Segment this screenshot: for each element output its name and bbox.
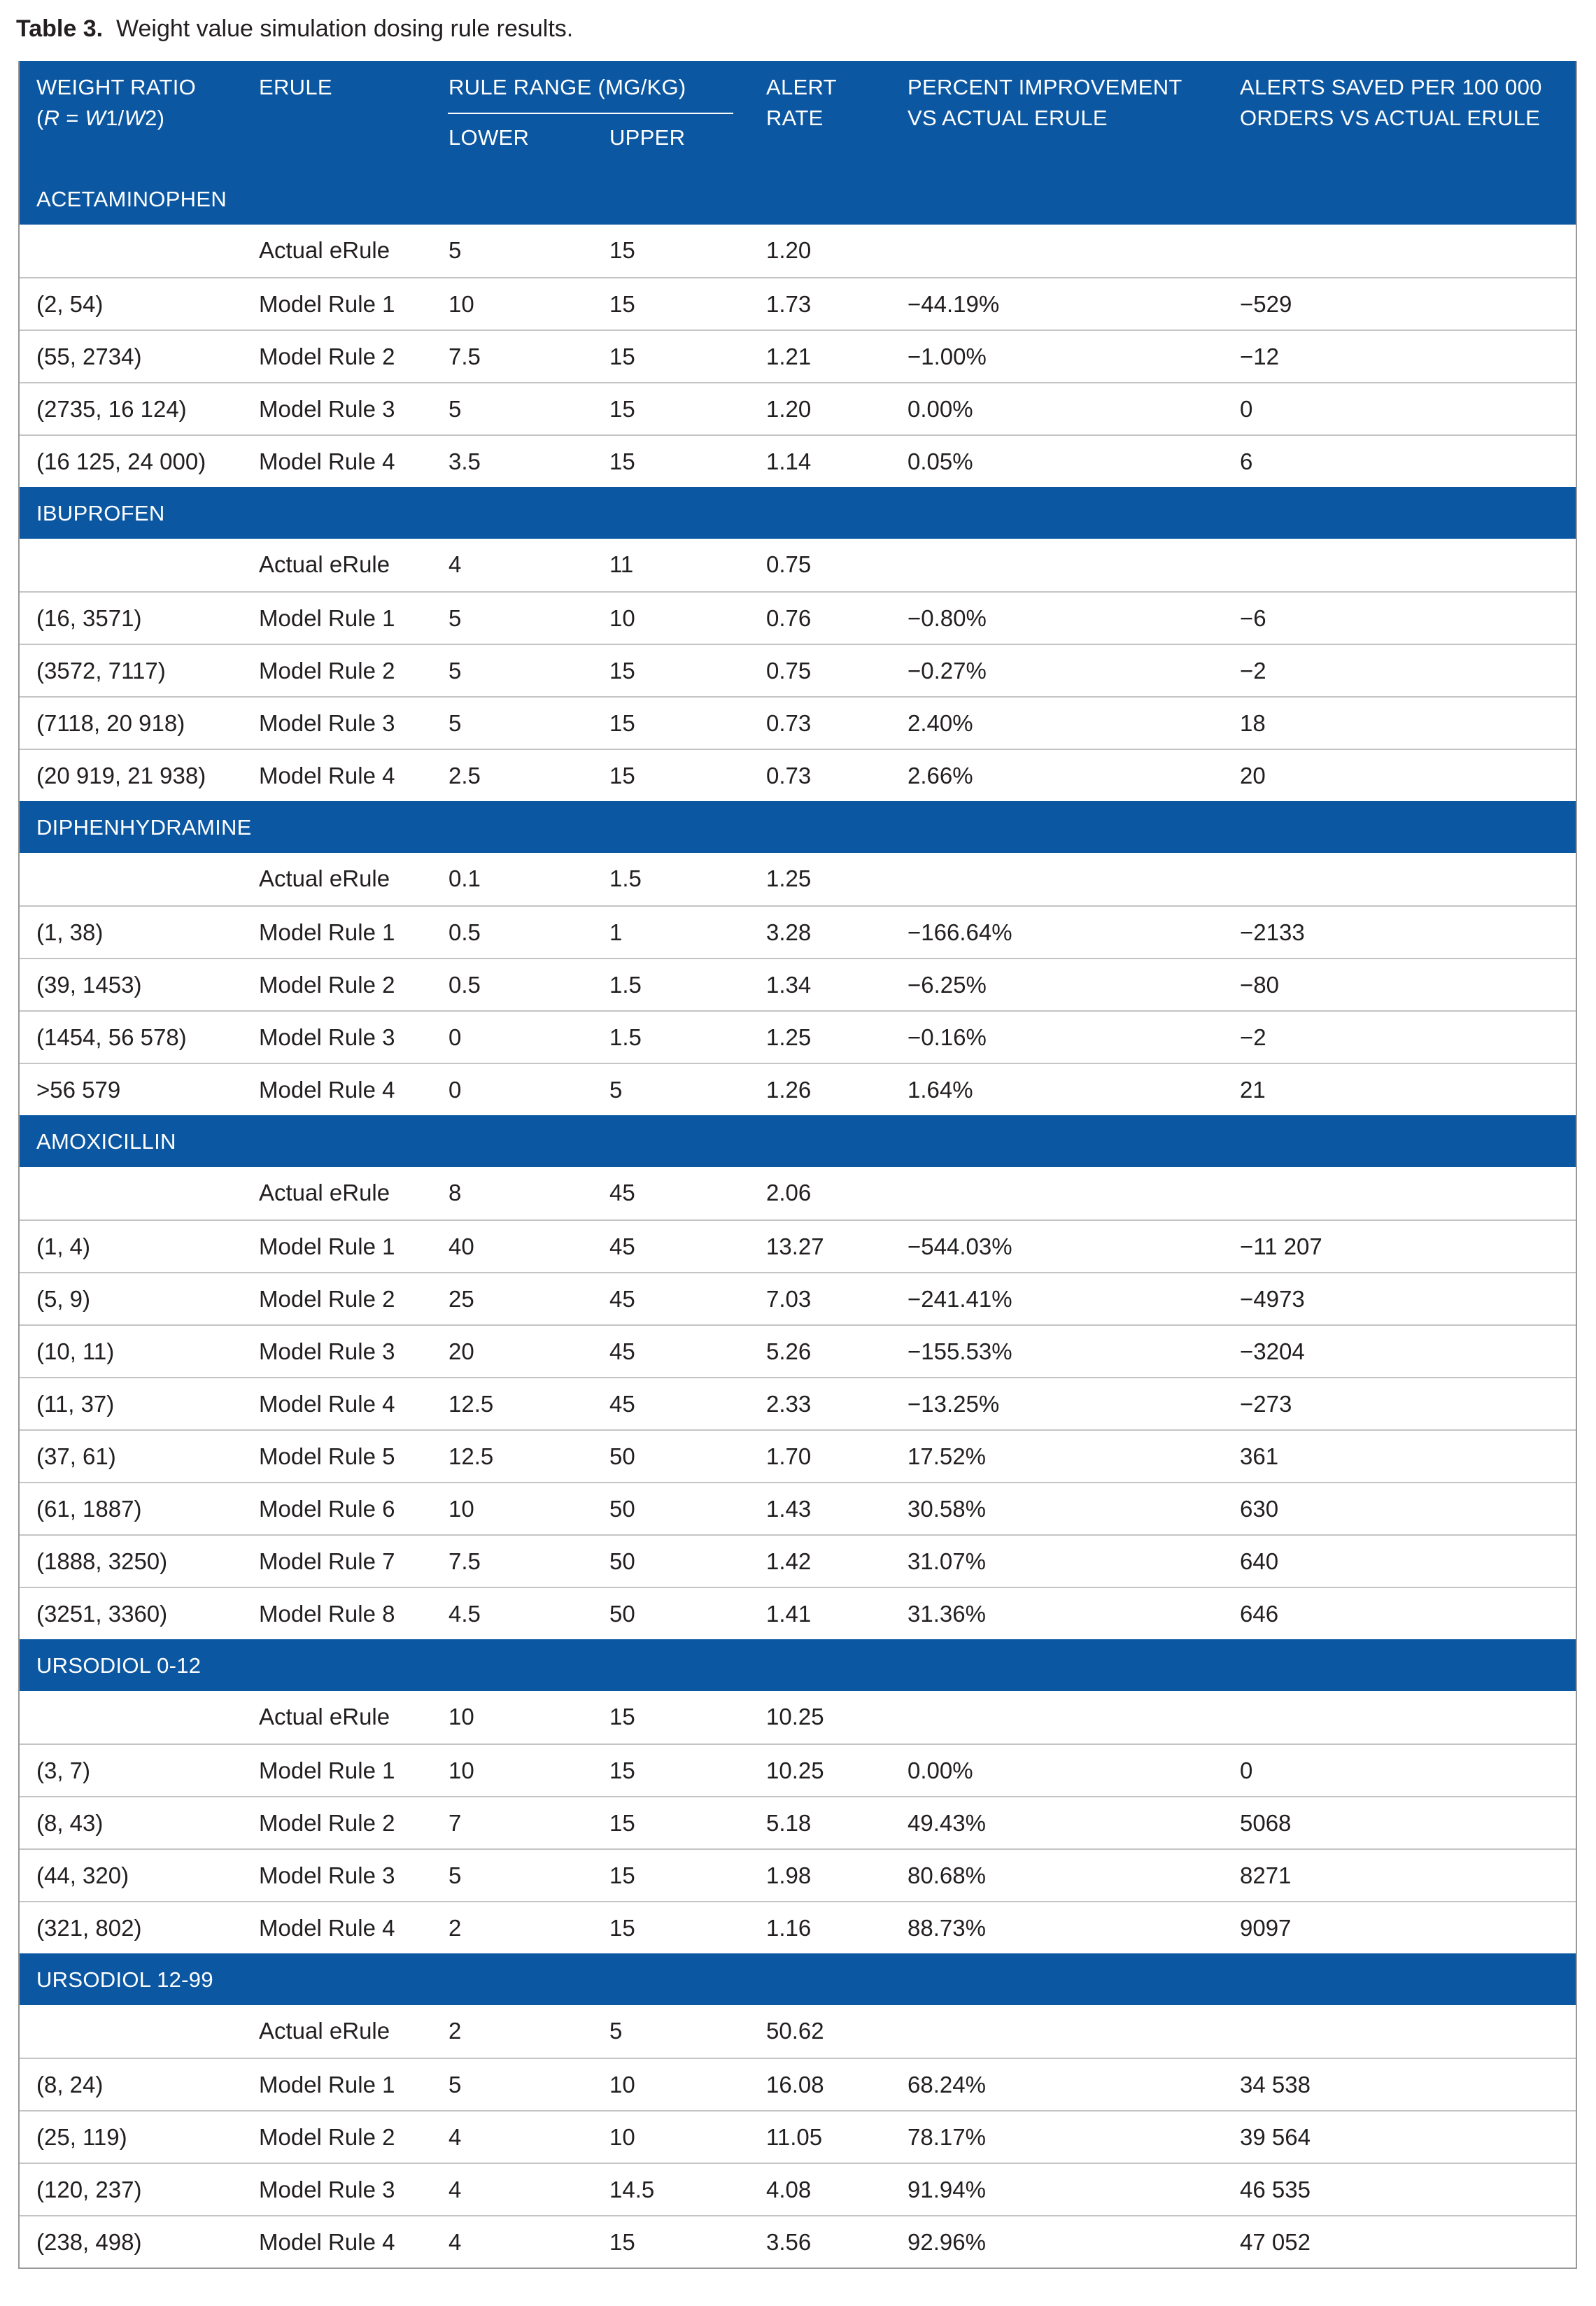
erule-cell: Model Rule 3 bbox=[259, 1338, 395, 1364]
alerts-saved-cell: 18 bbox=[1240, 710, 1266, 736]
section-title: ACETAMINOPHEN bbox=[36, 187, 227, 211]
weight-ratio-cell: (2, 54) bbox=[36, 291, 104, 317]
alerts-saved-cell: −6 bbox=[1240, 605, 1266, 631]
weight-ratio-cell: (16, 3571) bbox=[36, 605, 142, 631]
lower-cell: 20 bbox=[449, 1338, 474, 1364]
percent-improvement-cell: 2.40% bbox=[908, 710, 973, 736]
percent-improvement-cell: −241.41% bbox=[908, 1286, 1012, 1312]
lower-cell: 0.5 bbox=[449, 972, 481, 998]
upper-cell: 15 bbox=[609, 658, 635, 684]
erule-cell: Model Rule 3 bbox=[259, 2177, 395, 2202]
percent-improvement-cell: −44.19% bbox=[908, 291, 1000, 317]
table-row bbox=[20, 1482, 1576, 1534]
table-row bbox=[20, 434, 1576, 487]
section-header bbox=[20, 1115, 1576, 1167]
lower-cell: 4 bbox=[449, 2124, 462, 2150]
alerts-saved-cell: −2 bbox=[1240, 658, 1266, 684]
table-caption bbox=[16, 11, 573, 46]
upper-cell: 15 bbox=[609, 1704, 635, 1730]
percent-improvement-cell: −166.64% bbox=[908, 919, 1012, 945]
erule-cell: Model Rule 4 bbox=[259, 1915, 395, 1941]
alerts-saved-cell: 20 bbox=[1240, 763, 1266, 788]
weight-ratio-cell: (8, 43) bbox=[36, 1810, 104, 1836]
percent-improvement-cell: 49.43% bbox=[908, 1810, 986, 1836]
table-row bbox=[20, 958, 1576, 1010]
upper-cell: 15 bbox=[609, 710, 635, 736]
erule-cell: Model Rule 3 bbox=[259, 1862, 395, 1888]
erule-cell: Model Rule 1 bbox=[259, 1757, 395, 1783]
alerts-saved-cell: 21 bbox=[1240, 1077, 1266, 1103]
erule-cell: Model Rule 1 bbox=[259, 605, 395, 631]
erule-cell: Model Rule 1 bbox=[259, 919, 395, 945]
alert-rate-cell: 2.33 bbox=[766, 1391, 812, 1417]
lower-cell: 7 bbox=[449, 1810, 462, 1836]
lower-cell: 5 bbox=[449, 237, 462, 263]
upper-cell: 5 bbox=[609, 2018, 623, 2044]
alert-rate-cell: 7.03 bbox=[766, 1286, 812, 1312]
erule-cell: Actual eRule bbox=[259, 1180, 390, 1205]
upper-cell: 1.5 bbox=[609, 972, 642, 998]
upper-cell: 15 bbox=[609, 1810, 635, 1836]
alert-rate-cell: 10.25 bbox=[766, 1704, 824, 1730]
alert-rate-cell: 1.34 bbox=[766, 972, 812, 998]
upper-cell: 15 bbox=[609, 763, 635, 788]
table-row bbox=[20, 1063, 1576, 1115]
erule-cell: Actual eRule bbox=[259, 1704, 390, 1730]
alert-rate-cell: 16.08 bbox=[766, 2072, 824, 2098]
header-percent-improvement bbox=[908, 72, 1182, 134]
upper-cell: 15 bbox=[609, 448, 635, 474]
weight-ratio-cell: (3251, 3360) bbox=[36, 1601, 168, 1627]
upper-cell: 11 bbox=[609, 551, 634, 577]
table-row bbox=[20, 2110, 1576, 2163]
dosing-results-table bbox=[18, 61, 1577, 2269]
alert-rate-cell: 1.42 bbox=[766, 1548, 812, 1574]
percent-improvement-cell: 91.94% bbox=[908, 2177, 986, 2202]
alerts-saved-cell: −2 bbox=[1240, 1024, 1266, 1050]
erule-cell: Model Rule 2 bbox=[259, 972, 395, 998]
table-row bbox=[20, 539, 1576, 591]
table-row bbox=[20, 591, 1576, 644]
erule-cell: Model Rule 4 bbox=[259, 763, 395, 788]
upper-cell: 15 bbox=[609, 344, 635, 369]
erule-cell: Actual eRule bbox=[259, 551, 390, 577]
lower-cell: 5 bbox=[449, 658, 462, 684]
percent-improvement-cell: −0.16% bbox=[908, 1024, 987, 1050]
lower-cell: 7.5 bbox=[449, 344, 481, 369]
upper-cell: 15 bbox=[609, 1862, 635, 1888]
lower-cell: 7.5 bbox=[449, 1548, 481, 1574]
alert-rate-cell: 4.08 bbox=[766, 2177, 812, 2202]
lower-cell: 2.5 bbox=[449, 763, 481, 788]
lower-cell: 0 bbox=[449, 1077, 462, 1103]
percent-improvement-cell: −544.03% bbox=[908, 1233, 1012, 1259]
lower-cell: 10 bbox=[449, 291, 474, 317]
alerts-saved-cell: 0 bbox=[1240, 396, 1253, 422]
alert-rate-cell: 1.98 bbox=[766, 1862, 812, 1888]
percent-improvement-cell: 0.00% bbox=[908, 1757, 973, 1783]
lower-cell: 0 bbox=[449, 1024, 462, 1050]
lower-cell: 5 bbox=[449, 1862, 462, 1888]
percent-improvement-cell: 68.24% bbox=[908, 2072, 986, 2098]
header-rule-range-divider bbox=[448, 113, 733, 114]
erule-cell: Model Rule 1 bbox=[259, 2072, 395, 2098]
alerts-saved-cell: −273 bbox=[1240, 1391, 1292, 1417]
table-row bbox=[20, 749, 1576, 801]
alert-rate-cell: 1.43 bbox=[766, 1496, 812, 1522]
section-header bbox=[20, 801, 1576, 853]
header-weight-ratio-formula: (R = W1/W2) bbox=[36, 106, 165, 130]
alerts-saved-cell: −11 207 bbox=[1240, 1233, 1322, 1259]
lower-cell: 10 bbox=[449, 1496, 474, 1522]
weight-ratio-cell: (2735, 16 124) bbox=[36, 396, 187, 422]
header-rule-range: RULE RANGE (MG/KG) bbox=[449, 75, 686, 99]
table-row bbox=[20, 277, 1576, 330]
alerts-saved-cell: 39 564 bbox=[1240, 2124, 1311, 2150]
alert-rate-cell: 13.27 bbox=[766, 1233, 824, 1259]
alert-rate-cell: 1.16 bbox=[766, 1915, 812, 1941]
alerts-saved-cell: 640 bbox=[1240, 1548, 1279, 1574]
weight-ratio-cell: (1888, 3250) bbox=[36, 1548, 168, 1574]
alert-rate-cell: 1.73 bbox=[766, 291, 812, 317]
table-row bbox=[20, 2215, 1576, 2268]
lower-cell: 3.5 bbox=[449, 448, 481, 474]
section-title: AMOXICILLIN bbox=[36, 1129, 176, 1154]
alert-rate-cell: 1.14 bbox=[766, 448, 812, 474]
section-header bbox=[20, 1953, 1576, 2005]
alert-rate-cell: 3.56 bbox=[766, 2229, 812, 2255]
upper-cell: 50 bbox=[609, 1601, 635, 1627]
weight-ratio-cell: (37, 61) bbox=[36, 1443, 116, 1469]
upper-cell: 1 bbox=[609, 919, 623, 945]
upper-cell: 45 bbox=[609, 1391, 635, 1417]
upper-cell: 1.5 bbox=[609, 1024, 642, 1050]
alerts-saved-cell: 0 bbox=[1240, 1757, 1253, 1783]
weight-ratio-cell: (20 919, 21 938) bbox=[36, 763, 206, 788]
weight-ratio-cell: (25, 119) bbox=[36, 2124, 127, 2150]
lower-cell: 12.5 bbox=[449, 1391, 494, 1417]
erule-cell: Model Rule 2 bbox=[259, 1286, 395, 1312]
table-row bbox=[20, 1377, 1576, 1429]
alert-rate-cell: 3.28 bbox=[766, 919, 812, 945]
table-caption-label: Table 3. bbox=[16, 15, 104, 42]
table-row bbox=[20, 1848, 1576, 1901]
weight-ratio-cell: (61, 1887) bbox=[36, 1496, 142, 1522]
table-row bbox=[20, 644, 1576, 696]
erule-cell: Model Rule 5 bbox=[259, 1443, 395, 1469]
header-weight-ratio bbox=[36, 72, 196, 134]
alerts-saved-cell: −4973 bbox=[1240, 1286, 1305, 1312]
weight-ratio-cell: (39, 1453) bbox=[36, 972, 142, 998]
section-title: IBUPROFEN bbox=[36, 501, 165, 525]
alerts-saved-cell: 47 052 bbox=[1240, 2229, 1311, 2255]
lower-cell: 12.5 bbox=[449, 1443, 494, 1469]
table-body bbox=[20, 173, 1576, 2268]
percent-improvement-cell: 17.52% bbox=[908, 1443, 986, 1469]
table-row bbox=[20, 2005, 1576, 2058]
table-row bbox=[20, 905, 1576, 958]
percent-improvement-cell: 30.58% bbox=[908, 1496, 986, 1522]
weight-ratio-cell: (321, 802) bbox=[36, 1915, 142, 1941]
erule-cell: Model Rule 7 bbox=[259, 1548, 395, 1574]
erule-cell: Model Rule 4 bbox=[259, 448, 395, 474]
table-row bbox=[20, 2058, 1576, 2110]
alert-rate-cell: 1.21 bbox=[766, 344, 812, 369]
upper-cell: 10 bbox=[609, 2124, 635, 2150]
alerts-saved-cell: −529 bbox=[1240, 291, 1292, 317]
lower-cell: 0.5 bbox=[449, 919, 481, 945]
upper-cell: 45 bbox=[609, 1286, 635, 1312]
alert-rate-cell: 50.62 bbox=[766, 2018, 824, 2044]
erule-cell: Model Rule 2 bbox=[259, 1810, 395, 1836]
lower-cell: 10 bbox=[449, 1704, 474, 1730]
alert-rate-cell: 1.25 bbox=[766, 865, 812, 891]
header-alerts-saved bbox=[1240, 72, 1542, 134]
table-header bbox=[20, 61, 1576, 173]
table-row bbox=[20, 1534, 1576, 1587]
upper-cell: 45 bbox=[609, 1338, 635, 1364]
alerts-saved-cell: −12 bbox=[1240, 344, 1279, 369]
header-alerts-saved-line1: ALERTS SAVED PER 100 000 bbox=[1240, 75, 1542, 99]
erule-cell: Model Rule 1 bbox=[259, 1233, 395, 1259]
alert-rate-cell: 0.73 bbox=[766, 710, 812, 736]
erule-cell: Model Rule 6 bbox=[259, 1496, 395, 1522]
alert-rate-cell: 10.25 bbox=[766, 1757, 824, 1783]
table-row bbox=[20, 1010, 1576, 1063]
erule-cell: Model Rule 8 bbox=[259, 1601, 395, 1627]
percent-improvement-cell: −6.25% bbox=[908, 972, 987, 998]
table-row bbox=[20, 696, 1576, 749]
percent-improvement-cell: 78.17% bbox=[908, 2124, 986, 2150]
alerts-saved-cell: −2133 bbox=[1240, 919, 1305, 945]
weight-ratio-cell: (3572, 7117) bbox=[36, 658, 166, 684]
upper-cell: 15 bbox=[609, 1757, 635, 1783]
erule-cell: Model Rule 3 bbox=[259, 710, 395, 736]
lower-cell: 4 bbox=[449, 2229, 462, 2255]
table-row bbox=[20, 853, 1576, 905]
section-title: DIPHENHYDRAMINE bbox=[36, 815, 252, 840]
alerts-saved-cell: 630 bbox=[1240, 1496, 1279, 1522]
alert-rate-cell: 1.20 bbox=[766, 396, 812, 422]
lower-cell: 10 bbox=[449, 1757, 474, 1783]
erule-cell: Model Rule 2 bbox=[259, 2124, 395, 2150]
erule-cell: Model Rule 2 bbox=[259, 658, 395, 684]
weight-ratio-cell: (1454, 56 578) bbox=[36, 1024, 187, 1050]
section-title: URSODIOL 0-12 bbox=[36, 1653, 202, 1678]
percent-improvement-cell: −1.00% bbox=[908, 344, 987, 369]
alert-rate-cell: 2.06 bbox=[766, 1180, 812, 1205]
table-row bbox=[20, 1743, 1576, 1796]
table-row bbox=[20, 1324, 1576, 1377]
percent-improvement-cell: 2.66% bbox=[908, 763, 973, 788]
header-lower: LOWER bbox=[449, 125, 530, 150]
lower-cell: 5 bbox=[449, 2072, 462, 2098]
weight-ratio-cell: (1, 38) bbox=[36, 919, 104, 945]
upper-cell: 15 bbox=[609, 396, 635, 422]
percent-improvement-cell: 31.07% bbox=[908, 1548, 986, 1574]
upper-cell: 45 bbox=[609, 1180, 635, 1205]
weight-ratio-cell: (10, 11) bbox=[36, 1338, 115, 1364]
percent-improvement-cell: 80.68% bbox=[908, 1862, 986, 1888]
section-header bbox=[20, 173, 1576, 225]
erule-cell: Actual eRule bbox=[259, 2018, 390, 2044]
alerts-saved-cell: 5068 bbox=[1240, 1810, 1292, 1836]
lower-cell: 4 bbox=[449, 551, 462, 577]
table-row bbox=[20, 2163, 1576, 2215]
percent-improvement-cell: −0.80% bbox=[908, 605, 987, 631]
weight-ratio-cell: (8, 24) bbox=[36, 2072, 104, 2098]
lower-cell: 4.5 bbox=[449, 1601, 481, 1627]
percent-improvement-cell: −155.53% bbox=[908, 1338, 1012, 1364]
alerts-saved-cell: 46 535 bbox=[1240, 2177, 1311, 2202]
alert-rate-cell: 0.76 bbox=[766, 605, 812, 631]
table-row bbox=[20, 1219, 1576, 1272]
header-upper: UPPER bbox=[609, 125, 686, 150]
lower-cell: 0.1 bbox=[449, 865, 481, 891]
weight-ratio-cell: (120, 237) bbox=[36, 2177, 142, 2202]
alert-rate-cell: 5.18 bbox=[766, 1810, 812, 1836]
upper-cell: 5 bbox=[609, 1077, 623, 1103]
percent-improvement-cell: −0.27% bbox=[908, 658, 987, 684]
table-row bbox=[20, 1272, 1576, 1324]
header-alert-rate-line1: ALERT bbox=[766, 75, 837, 99]
table-row bbox=[20, 1901, 1576, 1953]
weight-ratio-cell: (3, 7) bbox=[36, 1757, 91, 1783]
lower-cell: 2 bbox=[449, 2018, 462, 2044]
lower-cell: 8 bbox=[449, 1180, 462, 1205]
alerts-saved-cell: 9097 bbox=[1240, 1915, 1292, 1941]
weight-ratio-cell: >56 579 bbox=[36, 1077, 121, 1103]
header-alert-rate-line2: RATE bbox=[766, 106, 824, 130]
alert-rate-cell: 5.26 bbox=[766, 1338, 812, 1364]
lower-cell: 5 bbox=[449, 710, 462, 736]
erule-cell: Model Rule 1 bbox=[259, 291, 395, 317]
weight-ratio-cell: (44, 320) bbox=[36, 1862, 129, 1888]
alert-rate-cell: 0.75 bbox=[766, 551, 812, 577]
table-row bbox=[20, 1167, 1576, 1219]
upper-cell: 50 bbox=[609, 1496, 635, 1522]
alerts-saved-cell: 34 538 bbox=[1240, 2072, 1311, 2098]
table-row bbox=[20, 1587, 1576, 1639]
upper-cell: 15 bbox=[609, 2229, 635, 2255]
alerts-saved-cell: 646 bbox=[1240, 1601, 1279, 1627]
header-erule: ERULE bbox=[259, 75, 332, 99]
alert-rate-cell: 1.26 bbox=[766, 1077, 812, 1103]
percent-improvement-cell: 88.73% bbox=[908, 1915, 986, 1941]
table-caption-text: Weight value simulation dosing rule results. bbox=[116, 15, 574, 42]
table-row bbox=[20, 1796, 1576, 1848]
section-header bbox=[20, 487, 1576, 539]
alerts-saved-cell: 8271 bbox=[1240, 1862, 1292, 1888]
upper-cell: 50 bbox=[609, 1548, 635, 1574]
lower-cell: 5 bbox=[449, 605, 462, 631]
header-percent-improvement-line1: PERCENT IMPROVEMENT bbox=[908, 75, 1182, 99]
header-weight-ratio-line1: WEIGHT RATIO bbox=[36, 75, 197, 99]
percent-improvement-cell: 0.05% bbox=[908, 448, 973, 474]
upper-cell: 45 bbox=[609, 1233, 635, 1259]
header-alert-rate bbox=[766, 72, 837, 134]
alerts-saved-cell: −80 bbox=[1240, 972, 1279, 998]
alert-rate-cell: 1.70 bbox=[766, 1443, 812, 1469]
weight-ratio-cell: (11, 37) bbox=[36, 1391, 115, 1417]
table-row bbox=[20, 382, 1576, 434]
erule-cell: Model Rule 2 bbox=[259, 344, 395, 369]
section-header bbox=[20, 1639, 1576, 1691]
upper-cell: 15 bbox=[609, 291, 635, 317]
header-percent-improvement-line2: VS ACTUAL ERULE bbox=[908, 106, 1108, 130]
alert-rate-cell: 0.75 bbox=[766, 658, 812, 684]
lower-cell: 40 bbox=[449, 1233, 474, 1259]
upper-cell: 14.5 bbox=[609, 2177, 655, 2202]
alert-rate-cell: 1.41 bbox=[766, 1601, 812, 1627]
erule-cell: Model Rule 3 bbox=[259, 396, 395, 422]
percent-improvement-cell: 1.64% bbox=[908, 1077, 973, 1103]
erule-cell: Actual eRule bbox=[259, 237, 390, 263]
weight-ratio-cell: (7118, 20 918) bbox=[36, 710, 185, 736]
header-alerts-saved-line2: ORDERS VS ACTUAL ERULE bbox=[1240, 106, 1541, 130]
weight-ratio-cell: (55, 2734) bbox=[36, 344, 142, 369]
table-row bbox=[20, 225, 1576, 277]
weight-ratio-cell: (238, 498) bbox=[36, 2229, 142, 2255]
table-row bbox=[20, 1429, 1576, 1482]
weight-ratio-cell: (5, 9) bbox=[36, 1286, 91, 1312]
erule-cell: Model Rule 4 bbox=[259, 1391, 395, 1417]
alerts-saved-cell: 361 bbox=[1240, 1443, 1279, 1469]
section-title: URSODIOL 12-99 bbox=[36, 1967, 213, 1992]
weight-ratio-cell: (16 125, 24 000) bbox=[36, 448, 206, 474]
percent-improvement-cell: 92.96% bbox=[908, 2229, 986, 2255]
lower-cell: 5 bbox=[449, 396, 462, 422]
alerts-saved-cell: 6 bbox=[1240, 448, 1253, 474]
weight-ratio-cell: (1, 4) bbox=[36, 1233, 91, 1259]
alerts-saved-cell: −3204 bbox=[1240, 1338, 1305, 1364]
upper-cell: 10 bbox=[609, 605, 635, 631]
table-row bbox=[20, 330, 1576, 382]
percent-improvement-cell: −13.25% bbox=[908, 1391, 1000, 1417]
erule-cell: Model Rule 4 bbox=[259, 2229, 395, 2255]
lower-cell: 25 bbox=[449, 1286, 474, 1312]
erule-cell: Actual eRule bbox=[259, 865, 390, 891]
upper-cell: 10 bbox=[609, 2072, 635, 2098]
erule-cell: Model Rule 4 bbox=[259, 1077, 395, 1103]
percent-improvement-cell: 31.36% bbox=[908, 1601, 986, 1627]
alert-rate-cell: 1.20 bbox=[766, 237, 812, 263]
alert-rate-cell: 1.25 bbox=[766, 1024, 812, 1050]
alert-rate-cell: 0.73 bbox=[766, 763, 812, 788]
upper-cell: 1.5 bbox=[609, 865, 642, 891]
erule-cell: Model Rule 3 bbox=[259, 1024, 395, 1050]
percent-improvement-cell: 0.00% bbox=[908, 396, 973, 422]
lower-cell: 2 bbox=[449, 1915, 462, 1941]
lower-cell: 4 bbox=[449, 2177, 462, 2202]
table-row bbox=[20, 1691, 1576, 1743]
upper-cell: 15 bbox=[609, 1915, 635, 1941]
upper-cell: 15 bbox=[609, 237, 635, 263]
alert-rate-cell: 11.05 bbox=[766, 2124, 823, 2150]
upper-cell: 50 bbox=[609, 1443, 635, 1469]
